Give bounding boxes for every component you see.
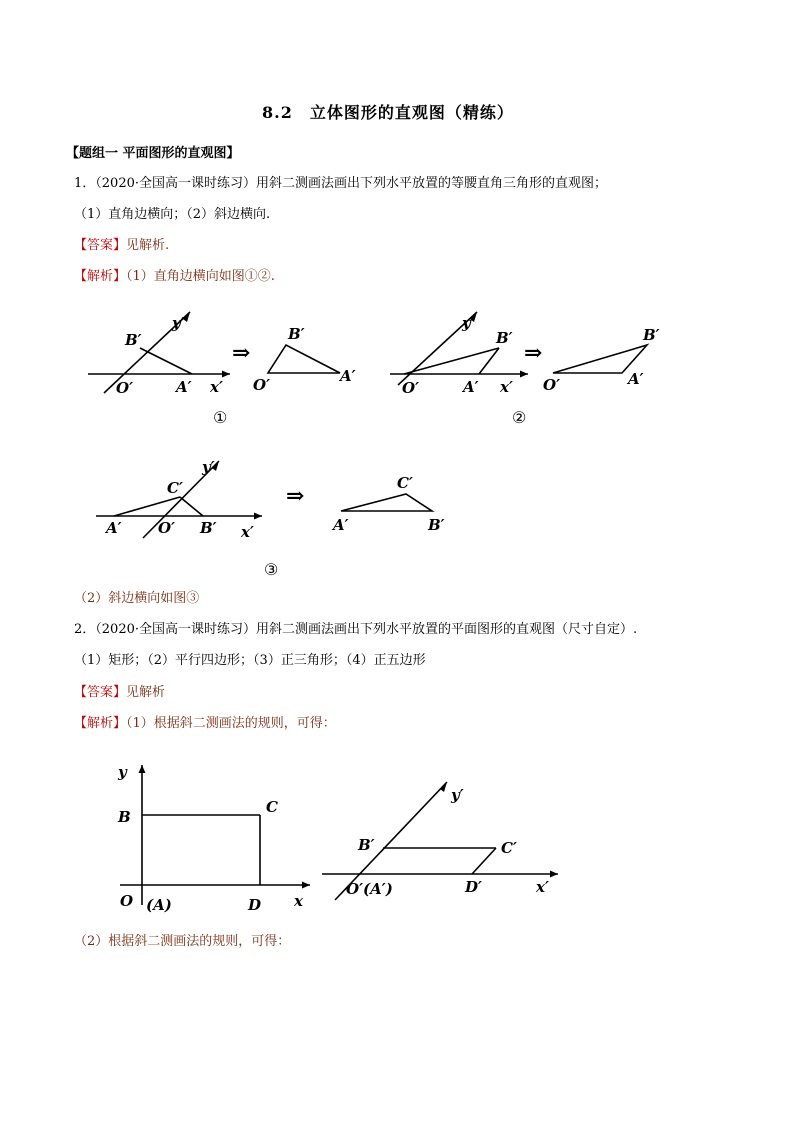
question-2-parts: （1）矩形；（2）平行四边形；（3）正三角形；（4）正五边形	[74, 653, 426, 668]
label-y: y′	[172, 314, 185, 332]
label-D: D′	[465, 878, 482, 896]
label-B2: B′	[288, 325, 305, 343]
label-OA: O′(A′)	[346, 880, 393, 898]
label-y: y′	[202, 458, 215, 476]
label-A2: A′	[340, 367, 356, 385]
label-B2: B′	[428, 516, 445, 534]
q2-part2-text: （2）根据斜二测画法的规则，可得：	[74, 934, 291, 949]
label-y: y	[118, 763, 127, 781]
question-1-parts: （1）直角边横向；（2）斜边横向.	[74, 207, 271, 222]
question-1-text: 1．（2020·全国高一课时练习）用斜二测画法画出下列水平放置的等腰直角三角形的直观图；	[74, 176, 607, 191]
q1-part2-text: （2）斜边横向如图③	[74, 591, 200, 606]
analysis-tag: 【解析】	[74, 269, 127, 284]
label-B: B′	[496, 329, 513, 347]
segment-CD	[472, 848, 496, 874]
analysis-tag: 【解析】	[74, 716, 127, 731]
group-heading: 【题组一 平面图形的直观图】	[66, 146, 240, 161]
label-A: A′	[176, 378, 192, 396]
answer-tag: 【答案】	[74, 685, 127, 700]
label-x: x′	[536, 878, 549, 896]
label-x: x′	[210, 378, 223, 396]
label-B: B′	[358, 836, 375, 854]
implies-arrow: ⇒	[524, 340, 543, 366]
label-y: y′	[451, 786, 464, 804]
figure-number: ③	[264, 560, 279, 579]
label-B2: B′	[643, 326, 660, 344]
label-A: A′	[106, 519, 122, 537]
analysis-text: （1）根据斜二测画法的规则，可得：	[126, 716, 336, 731]
analysis-text: （1）直角边横向如图①②.	[126, 269, 275, 284]
label-D: D	[248, 896, 262, 914]
label-O2: O′	[543, 376, 561, 394]
label-C: C	[266, 798, 278, 816]
label-C: C′	[501, 839, 517, 857]
question-2-text: 2．（2020·全国高一课时练习）用斜二测画法画出下列水平放置的平面图形的直观图（尺寸自定）.	[74, 622, 638, 637]
figure-number: ②	[512, 408, 527, 427]
label-x: x	[294, 892, 303, 910]
label-y: y′	[462, 314, 475, 332]
page-title: 8.2 立体图形的直观图（精练）	[262, 103, 514, 122]
label-A2: A′	[628, 370, 644, 388]
y-axis-arrowhead	[440, 782, 447, 792]
label-O: O′	[402, 379, 420, 397]
answer-tag: 【答案】	[74, 238, 127, 253]
answer-text: 见解析	[126, 685, 166, 700]
label-B: B′	[200, 519, 217, 537]
answer-text: 见解析.	[126, 238, 170, 253]
x-axis-arrowhead	[550, 871, 558, 878]
label-x: x′	[241, 523, 254, 541]
label-O2: O′	[253, 376, 271, 394]
label-A2: A′	[333, 516, 349, 534]
label-O: O′	[116, 379, 134, 397]
label-A: A′	[463, 378, 479, 396]
label-x: x′	[500, 378, 513, 396]
implies-arrow: ⇒	[232, 340, 251, 366]
label-B: B′	[125, 331, 142, 349]
implies-arrow: ⇒	[286, 483, 305, 509]
label-C: C′	[167, 479, 183, 497]
label-O: O′	[158, 519, 176, 537]
label-C2: C′	[397, 474, 413, 492]
label-A: (A)	[146, 896, 172, 914]
label-O: O	[120, 892, 134, 910]
label-B: B	[118, 808, 131, 826]
figure-number: ①	[213, 408, 228, 427]
